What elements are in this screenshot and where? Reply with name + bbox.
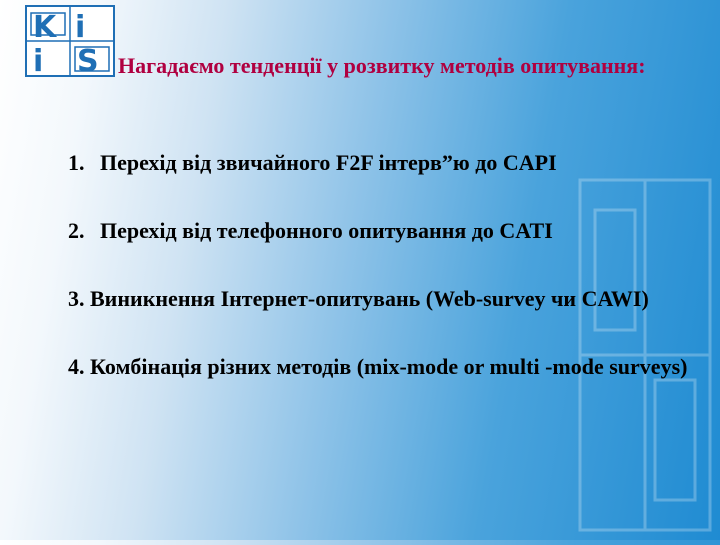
list-item-text: Перехід від телефонного опитування до CATI bbox=[100, 218, 553, 243]
svg-text:i: i bbox=[75, 10, 86, 45]
list-item bbox=[68, 147, 688, 179]
list-item-text: Перехід від звичайного F2F інтерв”ю до CAPI bbox=[100, 150, 557, 175]
svg-text:K: K bbox=[33, 10, 57, 45]
list-item-text: 3. Виникнення Інтернет-опитувань (Web-survey чи CAWI) bbox=[68, 286, 649, 311]
trend-list bbox=[68, 147, 688, 383]
list-item bbox=[68, 215, 688, 247]
svg-text:S: S bbox=[77, 44, 99, 77]
list-item-number: 1. bbox=[68, 150, 85, 175]
list-item bbox=[68, 351, 688, 383]
list-item-number: 2. bbox=[68, 218, 85, 243]
list-item bbox=[68, 283, 688, 315]
slide-title: Нагадаємо тенденції у розвитку методів опитування: bbox=[118, 53, 646, 78]
svg-text:i: i bbox=[33, 44, 44, 77]
list-item-text: 4. Комбінація різних методів (mix-mode or multi -mode surveys) bbox=[68, 354, 688, 379]
